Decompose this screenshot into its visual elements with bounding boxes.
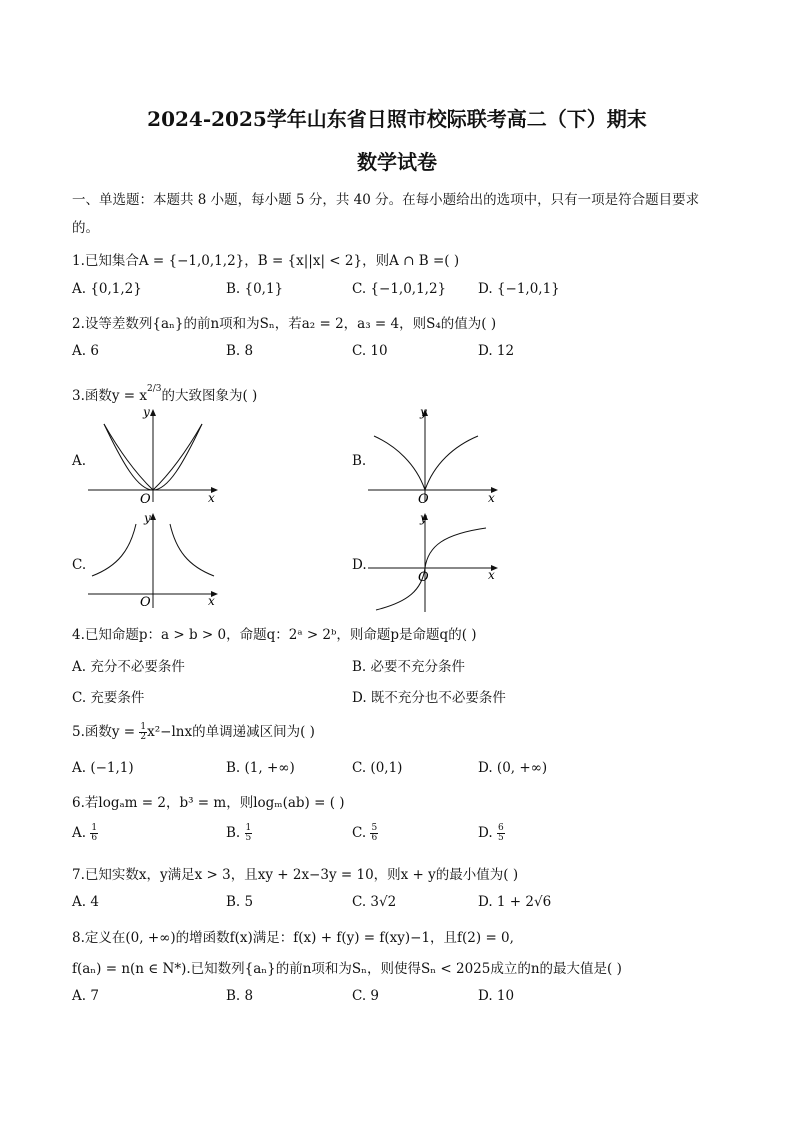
- q6-option-a[interactable]: [72, 824, 98, 843]
- q1-option-b[interactable]: B. {0,1}: [226, 281, 284, 297]
- q6-c-letter: C.: [352, 825, 367, 841]
- q2-option-d[interactable]: D. 12: [478, 343, 515, 359]
- q7-option-b[interactable]: B. 5: [226, 894, 254, 910]
- q6-a-den: 6: [91, 833, 98, 843]
- q5-option-d[interactable]: D. (0, +∞): [478, 760, 548, 776]
- q3-option-c[interactable]: C.: [72, 557, 87, 573]
- q6-b-den: 5: [245, 833, 252, 843]
- graph-a-origin: O: [140, 492, 151, 504]
- question-6-stem: 6.若logₐm = 2，b³ = m，则logₘ(ab) = ( ): [72, 795, 345, 811]
- q5-option-c[interactable]: C. (0,1): [352, 760, 403, 776]
- q4-option-d[interactable]: D. 既不充分也不必要条件: [352, 690, 506, 706]
- q6-c-num: 5: [371, 823, 378, 833]
- q7-option-d[interactable]: D. 1 + 2√6: [478, 894, 552, 910]
- paper-subtitle: 数学试卷: [357, 150, 437, 174]
- q3-option-b[interactable]: B.: [352, 453, 367, 469]
- q8-option-d[interactable]: D. 10: [478, 988, 515, 1004]
- q8-option-a[interactable]: A. 7: [72, 988, 99, 1004]
- q5-frac-den: 2: [140, 732, 147, 742]
- q3-exponent: 2/3: [147, 383, 162, 394]
- question-1-stem: 1.已知集合A = {−1,0,1,2}，B = {x||x| < 2}，则A ∩ B =( ): [72, 253, 460, 269]
- graph-d-y-label: y: [420, 511, 427, 525]
- q8-option-c[interactable]: C. 9: [352, 988, 380, 1004]
- question-2-stem: 2.设等差数列{aₙ}的前n项和为Sₙ，若a₂ = 2，a₃ = 4，则S₄的值为( ): [72, 316, 497, 332]
- question-8-stem-cont: f(aₙ) = n(n ∈ N*).已知数列{aₙ}的前n项和为Sₙ，则使得Sₙ < 2025成立的n的最大值是( ): [72, 961, 622, 977]
- q2-option-b[interactable]: B. 8: [226, 343, 254, 359]
- graph-b-origin: O: [418, 492, 429, 504]
- q7-option-c[interactable]: C. 3√2: [352, 894, 397, 910]
- graph-d: [368, 510, 508, 614]
- question-7-stem: 7.已知实数x，y满足x > 3，且xy + 2x−3y = 10，则x + y的最小值为( ): [72, 867, 519, 883]
- q6-d-den: 5: [497, 833, 504, 843]
- graph-d-x-label: x: [488, 568, 495, 582]
- q6-b-letter: B.: [226, 825, 241, 841]
- q6-d-letter: D.: [478, 825, 493, 841]
- q6-option-b[interactable]: [226, 824, 252, 843]
- graph-a-x-label: x: [208, 491, 215, 504]
- q8-option-b[interactable]: B. 8: [226, 988, 254, 1004]
- graph-a-y-label: y: [143, 405, 150, 419]
- question-3-stem: [72, 384, 257, 404]
- question-5-stem: [72, 720, 315, 742]
- q6-c-den: 6: [371, 833, 378, 843]
- question-8-stem: 8.定义在(0, +∞)的增函数f(x)满足：f(x) + f(y) = f(xy)−1，且f(2) = 0,: [72, 930, 514, 946]
- q1-option-a[interactable]: A. {0,1,2}: [72, 281, 142, 297]
- q2-option-a[interactable]: A. 6: [72, 343, 99, 359]
- q4-option-b[interactable]: B. 必要不充分条件: [352, 659, 466, 675]
- q5-frac-num: 1: [140, 722, 147, 732]
- q6-a-letter: A.: [72, 825, 87, 841]
- graph-a: [88, 404, 228, 504]
- graph-c: [88, 510, 228, 610]
- q6-d-num: 6: [497, 823, 504, 833]
- q6-a-num: 1: [91, 823, 98, 833]
- q3-option-a[interactable]: A.: [72, 453, 87, 469]
- q6-option-d[interactable]: [478, 824, 505, 843]
- q1-option-d[interactable]: D. {−1,0,1}: [478, 281, 560, 297]
- q6-b-num: 1: [245, 823, 252, 833]
- question-4-stem: 4.已知命题p：a > b > 0，命题q：2ᵃ > 2ᵇ，则命题p是命题q的( ): [72, 627, 477, 643]
- graph-b-y-label: y: [420, 405, 427, 419]
- q5-stem-pre: 5.函数y =: [72, 724, 140, 740]
- q5-stem-post: x²−lnx的单调递减区间为( ): [147, 724, 315, 740]
- graph-c-x-label: x: [208, 594, 215, 608]
- q3-stem-post: 的大致图象为( ): [161, 388, 258, 404]
- q5-fraction: [139, 723, 147, 742]
- q3-option-d[interactable]: D.: [352, 557, 367, 573]
- q4-option-c[interactable]: C. 充要条件: [72, 690, 145, 706]
- q4-option-a[interactable]: A. 充分不必要条件: [72, 659, 185, 675]
- graph-c-origin: O: [140, 595, 151, 610]
- paper-title: 2024-2025学年山东省日照市校际联考高二（下）期末: [147, 107, 647, 131]
- graph-d-origin: O: [418, 570, 429, 585]
- graph-b: [368, 404, 508, 504]
- q7-option-a[interactable]: A. 4: [72, 894, 99, 910]
- q3-stem-pre: 3.函数y = x: [72, 388, 148, 404]
- q1-option-c[interactable]: C. {−1,0,1,2}: [352, 281, 447, 297]
- graph-b-x-label: x: [488, 491, 495, 504]
- section-heading: 一、单选题：本题共 8 小题，每小题 5 分，共 40 分。在每小题给出的选项中，只有一项是符合题目要求: [72, 192, 700, 208]
- q5-option-a[interactable]: A. (−1,1): [72, 760, 134, 776]
- graph-c-y-label: y: [144, 511, 151, 525]
- section-heading-cont: 的。: [72, 220, 99, 236]
- q2-option-c[interactable]: C. 10: [352, 343, 388, 359]
- q6-option-c[interactable]: [352, 824, 378, 843]
- q5-option-b[interactable]: B. (1, +∞): [226, 760, 295, 776]
